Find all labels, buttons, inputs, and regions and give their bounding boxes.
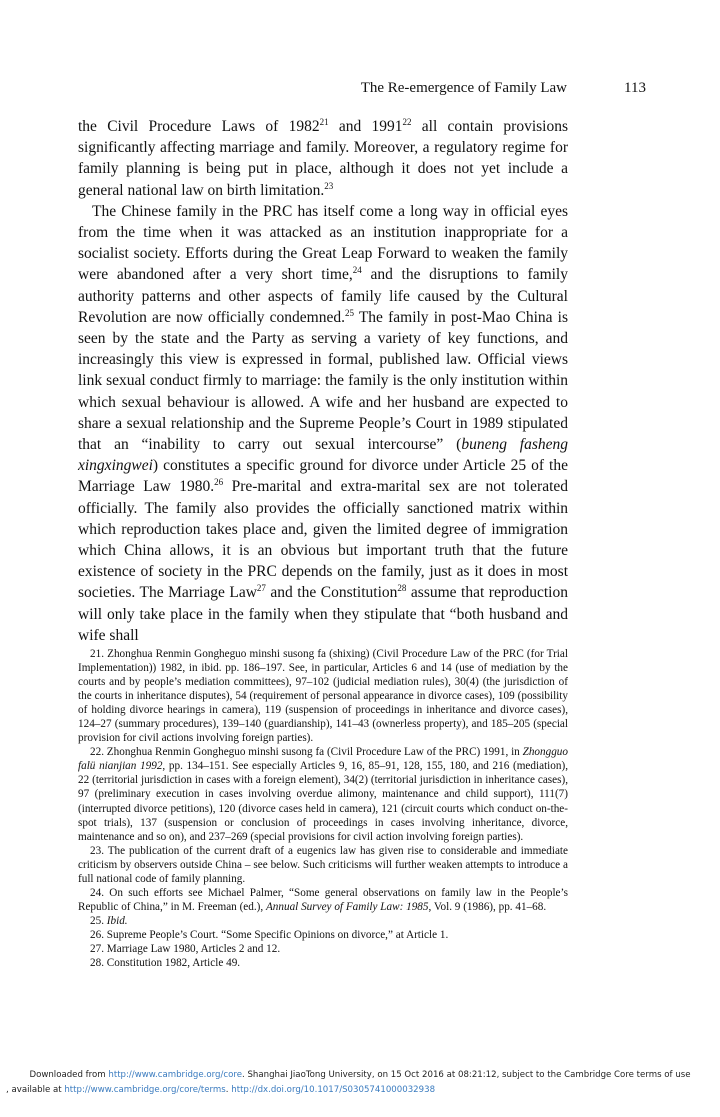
running-head <box>80 78 646 98</box>
download-footer <box>0 1068 720 1098</box>
footnote-ref-24: 24 <box>352 265 362 276</box>
italic-title: Zhongguo falü nianjian 1992 <box>78 746 568 773</box>
text-run: , Vol. 9 (1986), pp. 41–68. <box>428 900 547 913</box>
footnote-26: 26. Supreme People’s Court. “Some Specific Opinions on divorce,” at Article 1. <box>90 928 449 941</box>
footnote-ref-28: 28 <box>397 583 407 594</box>
italic-term: buneng fasheng xingxingwei <box>78 436 568 475</box>
footnote-ref-26: 26 <box>214 477 224 488</box>
body-text <box>78 116 568 646</box>
text-run: Pre-marital and extra-marital sex are not tolerated officially. The family also provides the officially sanctioned matrix within which reproduction takes place and, given the limited degree of immigration which China allows, it is an obvious but important truth that the future existence of society in the PRC depends on the family, just as it does in most societies. The Marriage Law <box>78 478 569 602</box>
footnote-ref-22: 22 <box>402 116 412 127</box>
text-run: The Chinese family in the PRC has itself come a long way in official eyes from the time when it was attacked as an institution inappropriate for a socialist society. Efforts during the Great Leap Forward to weaken the family were abandoned after a very short time, <box>78 202 568 284</box>
footnotes <box>78 647 568 970</box>
footnote-23: 23. The publication of the current draft of a eugenics law has given rise to considerable and immediate criticism by observers outside China – see below. Such criticisms will further weaken attempts to introduce a full national code of family planning. <box>78 844 568 885</box>
running-title: The Re-emergence of Family Law <box>360 80 567 96</box>
footnote-22 <box>78 745 568 843</box>
footnote-ref-27: 27 <box>256 583 266 594</box>
footnote-28: 28. Constitution 1982, Article 49. <box>90 957 241 970</box>
footnote-21: 21. Zhonghua Renmin Gongheguo minshi susong fa (shixing) (Civil Procedure Law of the PRC (for Trial Implementation)) 1982, in ibid. pp. 186–197. See, in particular, Articles 6 and 14 (use of mediation by the courts and by people’s mediation committees), 97–102 (judicial mediation rules), 30(4) (the jurisdiction of the courts in inheritance disputes), 54 (requirement of personal appearance in divorce cases), 109 (possibility of holding divorce hearings in camera), 119 (suspension of proceedings in inheritance and divorce cases), 124–27 (summary procedures), 139–140 (guardianship), 141–43 (ownerless property), and 185–205 (special provision for civil actions involving foreign parties). <box>78 648 568 745</box>
footer-text: , available at <box>6 1085 65 1095</box>
footnote-25 <box>78 914 568 928</box>
text-run: all contain provisions significantly affecting marriage and family. Moreover, a regulatory regime for family planning is being put in place, although it does not yet include a general national law on birth limitation. <box>78 118 569 199</box>
text-run: and the Constitution <box>265 584 398 602</box>
footnote-27: 27. Marriage Law 1980, Articles 2 and 12. <box>90 942 281 955</box>
footnote-ref-23: 23 <box>324 180 334 191</box>
text-run: assume that reproduction will only take place in the family when they stipulate that “both husband and wife shall <box>78 584 568 644</box>
text-run: 22. Zhonghua Renmin Gongheguo minshi susong fa (Civil Procedure Law of the PRC) 1991, in <box>90 746 523 759</box>
text-run: and the disruptions to family authority patterns and other aspects of family life caused by the Cultural Revolution are now officially condemned. <box>78 266 568 326</box>
core-link[interactable]: http://www.cambridge.org/core <box>108 1070 243 1080</box>
text-run: ) constitutes a specific ground for divorce under Article 25 of the Marriage Law 1980. <box>78 457 568 496</box>
text-run: , pp. 134–151. See especially Articles 9, 16, 85–91, 128, 155, 180, and 216 (mediation), 22 (territorial jurisdiction in cases with a foreign element), 34(2) (territorial jurisdiction in inheritance cases), 97 (preliminary execution in cases involving overdue alimony, maintenance and child support), 111(7) (interrupted divorce petitions), 120 (divorce cases held in camera), 121 (circuit courts which conduct on-the-spot trials), 137 (suspension or conclusion of proceedings in cases involving inheritance, divorce, maintenance and so on), and 237–269 (special provisions for civil action involving foreign parties). <box>78 760 568 843</box>
italic-ibid: Ibid. <box>106 914 128 927</box>
italic-title: Annual Survey of Family Law: 1985 <box>265 900 429 913</box>
footnote-24 <box>78 886 568 914</box>
footer-line-2 <box>0 1083 720 1098</box>
footer-line-1 <box>0 1068 720 1083</box>
footer-text: Downloaded from <box>29 1070 109 1080</box>
text-run: and 1991 <box>328 118 403 135</box>
text-run: the Civil Procedure Laws of 1982 <box>78 118 320 135</box>
text-run: 24. On such efforts see Michael Palmer, “Some general observations on family law in the People’s Republic of China,” in M. Freeman (ed.), <box>78 886 568 913</box>
paragraph-2 <box>78 201 568 646</box>
footer-text: . <box>225 1085 232 1095</box>
page-number: 113 <box>624 80 646 96</box>
paragraph-1 <box>78 116 568 201</box>
doi-link[interactable]: http://dx.doi.org/10.1017/S0305741000032938 <box>231 1085 436 1095</box>
text-run: The family in post-Mao China is seen by the state and the Party as serving a variety of key functions, and increasingly this view is expressed in formal, published law. Official views link sexual conduct firmly to marriage: the family is the only institution within which sexual behaviour is allowed. A wife and her husband are expected to share a sexual relationship and the Supreme People’s Court in 1989 stipulated that an “inability to carry out sexual intercourse” ( <box>78 308 568 454</box>
footnote-ref-21: 21 <box>319 116 329 127</box>
terms-link[interactable]: http://www.cambridge.org/core/terms <box>64 1085 226 1095</box>
footnote-ref-25: 25 <box>344 307 354 318</box>
footer-text: . Shanghai JiaoTong University, on 15 Oct 2016 at 08:21:12, subject to the Cambridge Core terms of use <box>242 1070 691 1080</box>
text-run: 25. <box>90 914 107 927</box>
